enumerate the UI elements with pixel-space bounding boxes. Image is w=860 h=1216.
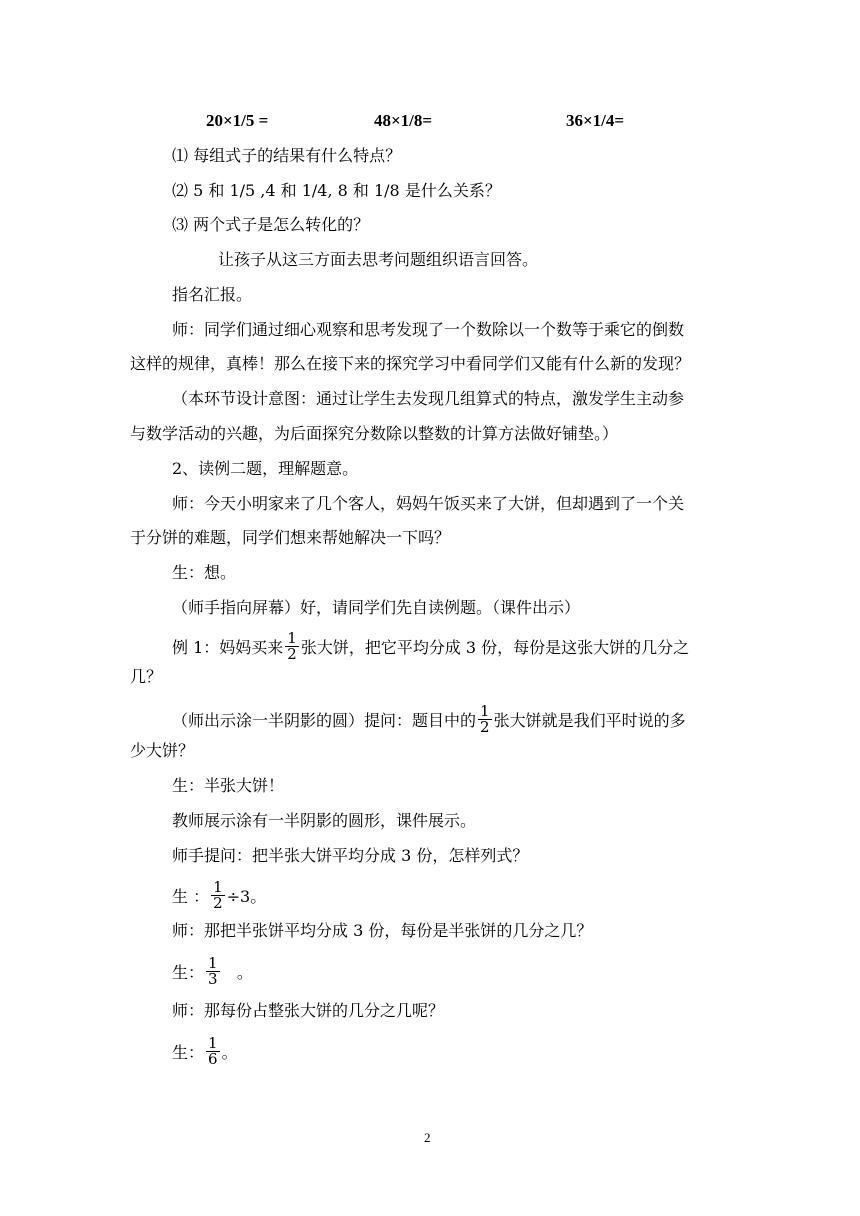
fraction-one-half [478, 704, 492, 735]
paragraph-design-a: （本环节设计意图：通过让学生去发现几组算式的特点，激发学生主动参 [172, 389, 685, 408]
fraction-one-half [285, 631, 299, 662]
ask-continuation: 少大饼？ [130, 741, 195, 760]
fraction-numerator: 1 [208, 1034, 218, 1052]
fraction-numerator: 1 [208, 954, 218, 972]
paragraph-design-b: 与数学活动的兴趣，为后面探究分数除以整数的计算方法做好铺垫。） [130, 424, 619, 443]
question-2: ⑵ 5 和 1/5 ,4 和 1/4, 8 和 1/8 是什么关系？ [172, 181, 501, 200]
answer-3 [172, 1034, 238, 1069]
fraction-denominator: 3 [208, 970, 218, 988]
paragraph-teacher-2b: 于分饼的难题，同学们想来帮她解决一下吗？ [130, 528, 451, 547]
fraction-one-third [206, 956, 220, 987]
ask-line [172, 702, 686, 737]
paragraph-teacher-1a: 师：同学们通过细心观察和思考发现了一个数除以一个数等于乘它的倒数 [172, 320, 685, 339]
question-3: ⑶ 两个式子是怎么转化的？ [172, 215, 370, 234]
example-line [172, 629, 690, 664]
example-prefix: 例 1：妈妈买来 [172, 638, 284, 657]
exercise-2: 48×1/8= [374, 111, 433, 130]
page-number: 2 [424, 1130, 431, 1145]
fraction-numerator: 1 [287, 629, 297, 647]
exercise-3: 36×1/4= [566, 111, 625, 130]
fraction-denominator: 2 [287, 645, 297, 663]
fraction-one-half [211, 880, 225, 911]
fraction-denominator: 2 [480, 718, 490, 736]
question-1: ⑴ 每组式子的结果有什么特点？ [172, 146, 402, 165]
fraction-numerator: 1 [480, 702, 490, 720]
paragraph-report: 指名汇报。 [172, 285, 253, 304]
paragraph-think: 让孩子从这三方面去思考问题组织语言回答。 [218, 250, 539, 269]
paragraph-student-2: 生：半张大饼！ [172, 776, 285, 795]
paragraph-teacher-4: 师：那把半张饼平均分成 3 份，每份是半张饼的几分之几？ [172, 921, 593, 940]
paragraph-screen: （师手指向屏幕）好，请同学们先自读例题。（课件出示） [172, 598, 581, 617]
answer-1 [172, 878, 267, 913]
paragraph-teacher-1b: 这样的规律，真棒！那么在接下来的探究学习中看同学们又能有什么新的发现？ [130, 354, 691, 373]
answer-suffix: 。 [221, 1043, 238, 1062]
fraction-denominator: 6 [208, 1050, 218, 1068]
paragraph-show: 教师展示涂有一半阴影的圆形，课件展示。 [172, 811, 477, 830]
exercise-1: 20×1/5 = [206, 111, 269, 130]
example-suffix: 张大饼，把它平均分成 3 份，每份是这张大饼的几分之 [300, 638, 690, 657]
answer-prefix: 生 ： [172, 887, 210, 906]
fraction-one-sixth [206, 1036, 220, 1067]
paragraph-teacher-5: 师：那每份占整张大饼的几分之几呢？ [172, 1001, 445, 1020]
fraction-denominator: 2 [213, 894, 223, 912]
ask-prefix: （师出示涂一半阴影的圆）提问：题目中的 [172, 711, 477, 730]
answer-2 [172, 954, 253, 989]
section-heading-2: 2、读例二题，理解题意。 [172, 459, 359, 478]
answer-prefix: 生： [172, 1043, 205, 1062]
answer-prefix: 生： [172, 963, 205, 982]
paragraph-teacher-3: 师手提问：把半张大饼平均分成 3 份，怎样列式？ [172, 846, 529, 865]
answer-suffix: 。 [221, 963, 253, 982]
fraction-numerator: 1 [213, 878, 223, 896]
ask-suffix: 张大饼就是我们平时说的多 [493, 711, 686, 730]
paragraph-teacher-2a: 师：今天小明家来了几个客人，妈妈午饭买来了大饼，但却遇到了一个关 [172, 494, 685, 513]
answer-suffix: ÷3。 [226, 887, 267, 906]
paragraph-student-1: 生：想。 [172, 563, 237, 582]
example-continuation: 几？ [130, 667, 163, 686]
